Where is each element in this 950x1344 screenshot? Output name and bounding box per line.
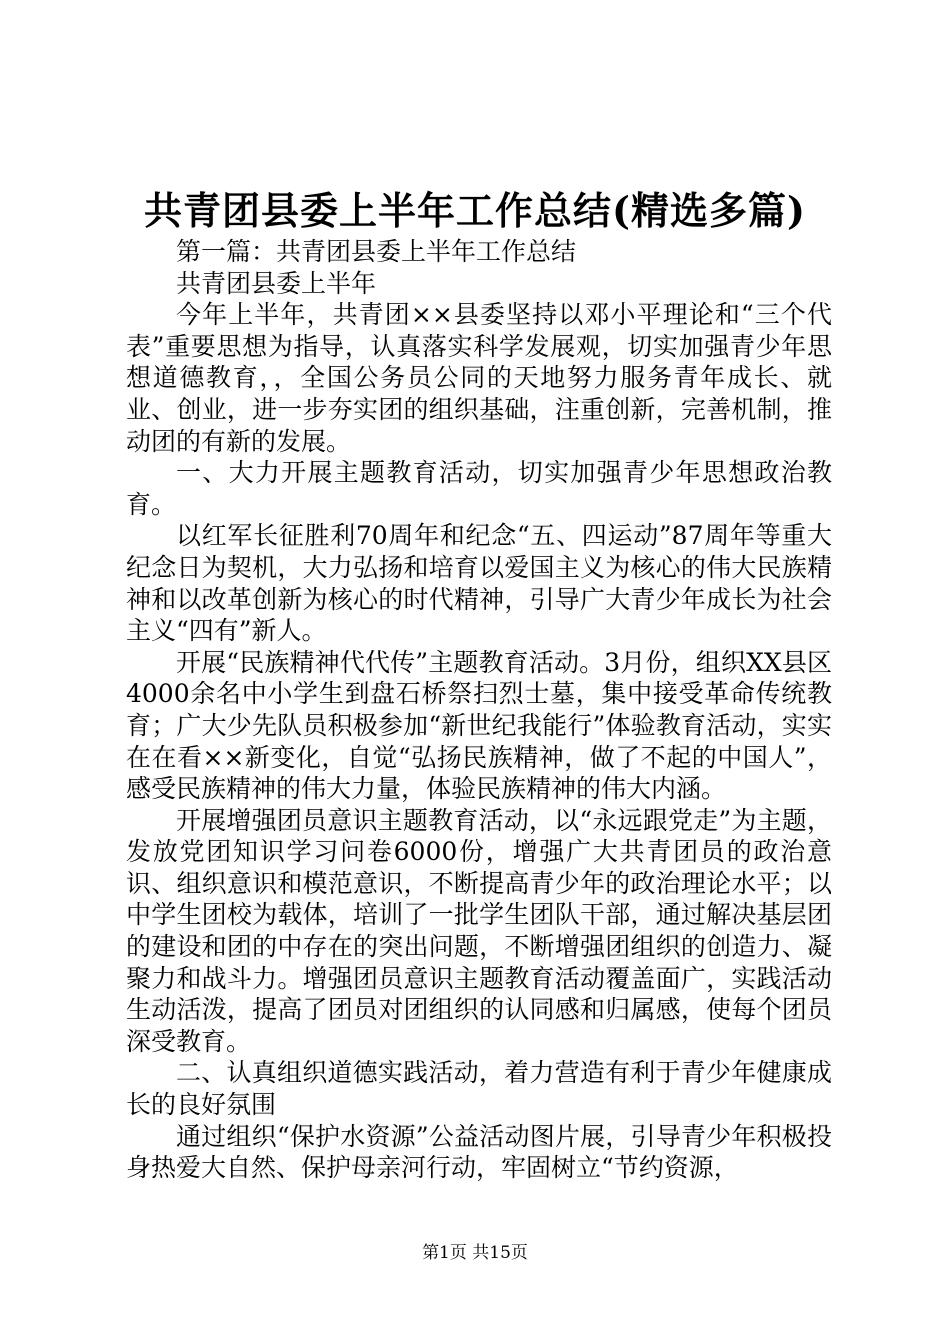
body-paragraph: 开展“民族精神代代传”主题教育活动。3月份，组织XX县区4000余名中小学生到盘石桥祭扫烈士墓，集中接受革命传统教育；广大少先队员积极参加“新世纪我能行”体验教育活动，实实在在看××新变化，自觉“弘扬民族精神，做了不起的中国人”，感受民族精神的伟大力量，体验民族精神的伟大内涵。 bbox=[126, 647, 832, 804]
section-heading: 一、大力开展主题教育活动，切实加强青少年思想政治教育。 bbox=[126, 458, 832, 519]
section-heading: 二、认真组织道德实践活动，着力营造有利于青少年健康成长的良好氛围 bbox=[126, 1058, 832, 1120]
body-paragraph: 开展增强团员意识主题教育活动，以“永远跟党走”为主题，发放党团知识学习问卷6000份，增强广大共青团员的政治意识、组织意识和模范意识，不断提高青少年的政治理论水平；以中学生团校为载体，培训了一批学生团队干部，通过解决基层团的建设和团的中存在的突出问题，不断增强团组织的创造力、凝聚力和战斗力。增强团员意识主题教育活动覆盖面广，实践活动生动活泼，提高了团员对团组织的认同感和归属感，使每个团员深受教育。 bbox=[126, 805, 832, 1056]
document-body bbox=[126, 236, 832, 1184]
chapter-heading: 第一篇：共青团县委上半年工作总结 bbox=[176, 237, 577, 266]
body-paragraph: 通过组织“保护水资源”公益活动图片展，引导青少年积极投身热爱大自然、保护母亲河行动，牢固树立“节约资源， bbox=[126, 1121, 832, 1183]
body-paragraph: 以红军长征胜利70周年和纪念“五、四运动”87周年等重大纪念日为契机，大力弘扬和培育以爱国主义为核心的伟大民族精神和以改革创新为核心的时代精神，引导广大青少年成长为社会主义“四有”新人。 bbox=[126, 521, 832, 646]
page-number-footer: 第1页 共15页 bbox=[422, 1243, 528, 1263]
document-title: 共青团县委上半年工作总结(精选多篇) bbox=[144, 188, 806, 233]
subtitle-line: 共青团县委上半年 bbox=[176, 268, 377, 298]
body-paragraph: 今年上半年，共青团××县委坚持以邓小平理论和“三个代表”重要思想为指导，认真落实科学发展观，切实加强青少年思想道德教育，，全国公务员公同的天地努力服务青年成长、就业、创业，进一步夯实团的组织基础，注重创新，完善机制，推动团的有新的发展。 bbox=[126, 300, 832, 456]
